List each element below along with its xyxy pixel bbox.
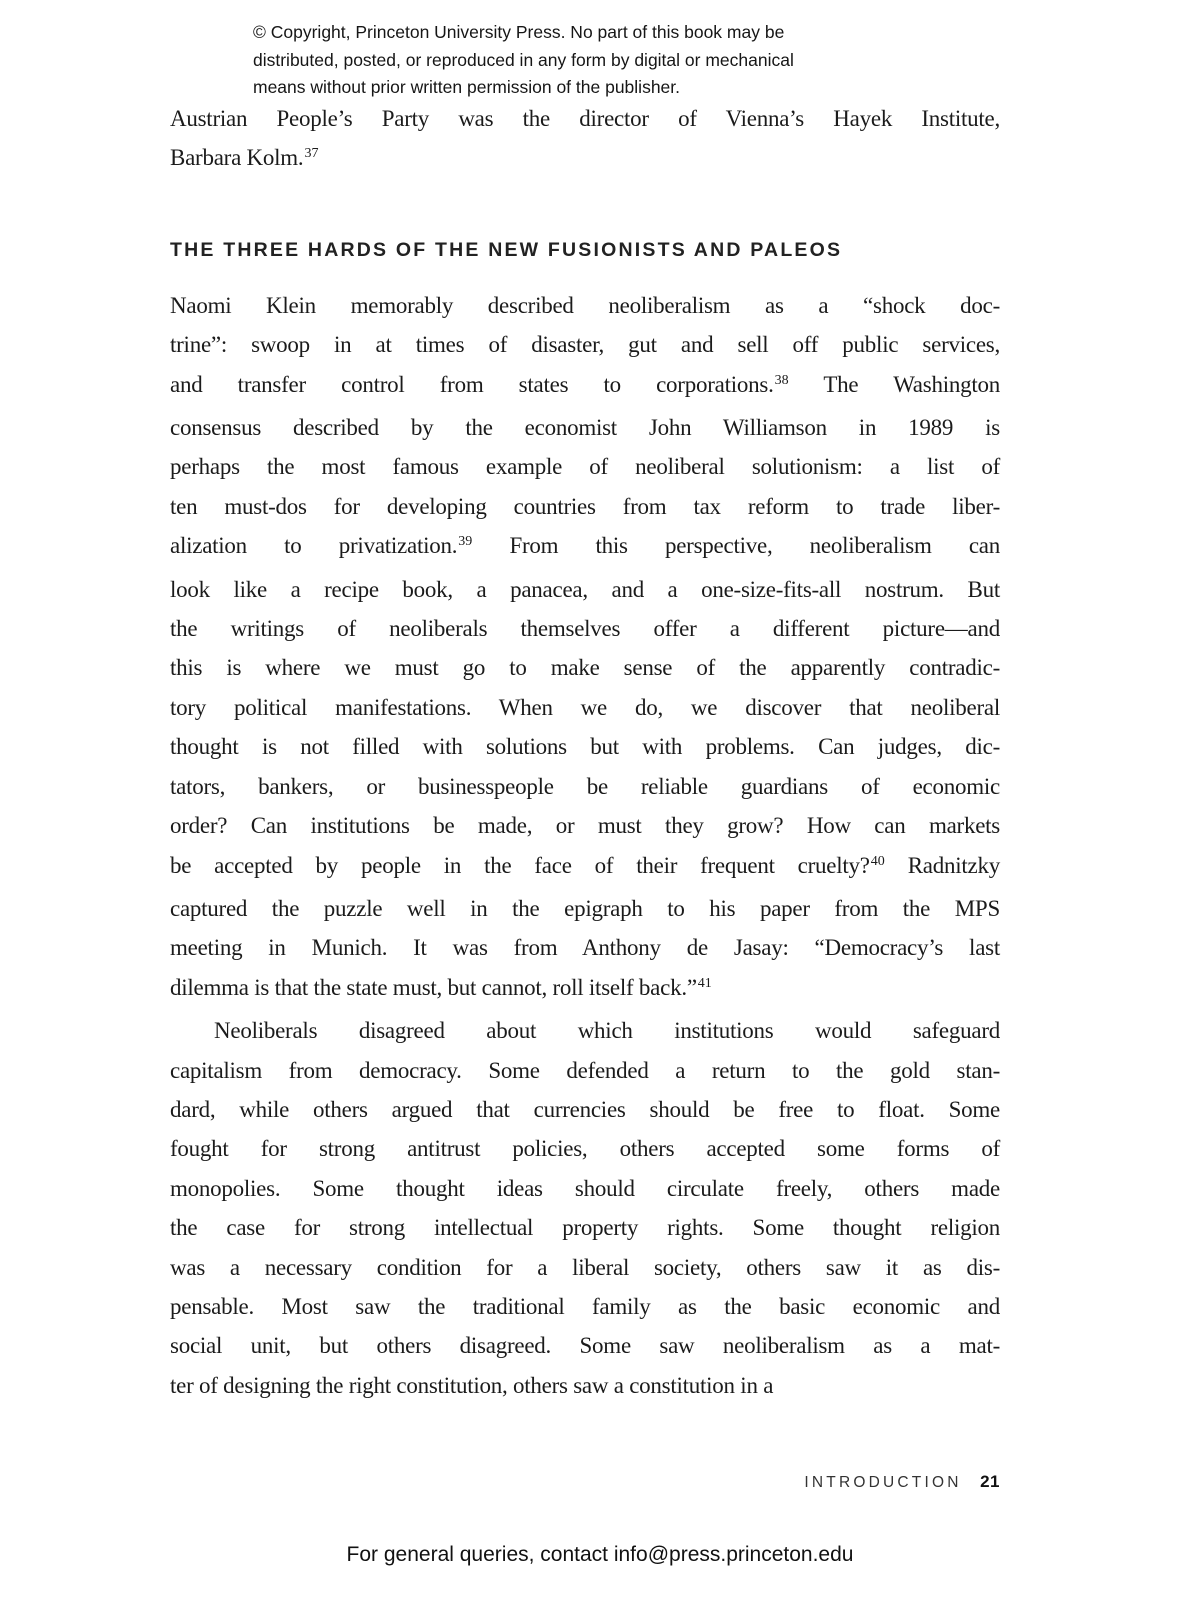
footnote-ref: 37 — [304, 146, 319, 162]
text-line: monopolies. Some thought ideas should circulate freely, others made — [170, 1175, 1000, 1201]
text-line: pensable. Most saw the traditional family as the basic economic and — [170, 1293, 1000, 1319]
section-heading: THE THREE HARDS OF THE NEW FUSIONISTS AND PALEOS — [170, 238, 843, 261]
text-line: meeting in Munich. It was from Anthony de Jasay: “Democracy’s last — [170, 935, 1000, 961]
carryover-paragraph — [170, 99, 1000, 182]
copyright-line: distributed, posted, or reproduced in any form by digital or mechanical — [253, 49, 794, 70]
text-line: this is where we must go to make sense of the apparently contradic- — [170, 655, 1000, 681]
text-line: the case for strong intellectual property rights. Some thought religion — [170, 1215, 1000, 1241]
running-head: INTRODUCTION — [804, 1474, 962, 1491]
footnote-ref: 41 — [697, 975, 712, 991]
text-line: and transfer control from states to corporations.$^{38}$ The Washington — [170, 371, 1000, 397]
text-line: fought for strong antitrust policies, others accepted some forms of — [170, 1136, 1000, 1162]
text-line: the writings of neoliberals themselves offer a different picture—and — [170, 616, 1000, 642]
text-line: ter of designing the right constitution, others saw a constitution in a — [170, 1372, 774, 1398]
footnote-ref: 39 — [458, 534, 473, 550]
text-line: capitalism from democracy. Some defended a return to the gold stan- — [170, 1057, 1000, 1083]
text-line: was a necessary condition for a liberal society, others saw it as dis- — [170, 1254, 1000, 1280]
page-number: 21 — [980, 1472, 1000, 1491]
paragraph-2 — [170, 1011, 1000, 1405]
text-line: thought is not filled with solutions but with problems. Can judges, dic- — [170, 734, 1000, 760]
text-line: Neoliberals disagreed about which institutions would safeguard — [214, 1018, 1000, 1044]
running-footer — [804, 1472, 1000, 1492]
footnote-ref: 40 — [870, 853, 885, 869]
copyright-notice — [253, 19, 794, 102]
text-line: tory political manifestations. When we do, we discover that neoliberal — [170, 694, 1000, 720]
text-line: order? Can institutions be made, or must they grow? How can markets — [170, 813, 1000, 839]
text-line: perhaps the most famous example of neoliberal solutionism: a list of — [170, 454, 1000, 480]
copyright-line: © Copyright, Princeton University Press. No part of this book may be — [253, 22, 785, 42]
text-line: consensus described by the economist John Williamson in 1989 is — [170, 415, 1000, 441]
text-line: dilemma is that the state must, but cannot, roll itself back.”$^{41}$ — [170, 974, 712, 1000]
text-line: Barbara Kolm.$^{37}$ — [170, 145, 319, 171]
text-line: Naomi Klein memorably described neoliberalism as a “shock doc- — [170, 292, 1000, 318]
footnote-ref: 38 — [774, 372, 789, 388]
paragraph-1 — [170, 286, 1000, 1011]
text-line: alization to privatization.$^{39}$ From this perspective, neoliberalism can — [170, 533, 1000, 559]
contact-line: For general queries, contact info@press.princeton.edu — [346, 1543, 854, 1566]
text-line: ten must-dos for developing countries from tax reform to trade liber- — [170, 493, 1000, 519]
copyright-line: means without prior written permission of the publisher. — [253, 77, 681, 97]
text-line: be accepted by people in the face of their frequent cruelty?$^{40}$ Radnitzky — [170, 852, 1000, 878]
text-line: trine”: swoop in at times of disaster, gut and sell off public services, — [170, 332, 1000, 358]
text-line: look like a recipe book, a panacea, and a one-size-fits-all nostrum. But — [170, 576, 1000, 602]
text-line: dard, while others argued that currencies should be free to float. Some — [170, 1096, 1000, 1122]
text-line: Austrian People’s Party was the director of Vienna’s Hayek Institute, — [170, 106, 1000, 131]
text-line: tators, bankers, or businesspeople be reliable guardians of economic — [170, 773, 1000, 799]
text-line: captured the puzzle well in the epigraph to his paper from the MPS — [170, 895, 1000, 921]
text-column — [170, 99, 1000, 1405]
text-line: social unit, but others disagreed. Some saw neoliberalism as a mat- — [170, 1333, 1000, 1359]
